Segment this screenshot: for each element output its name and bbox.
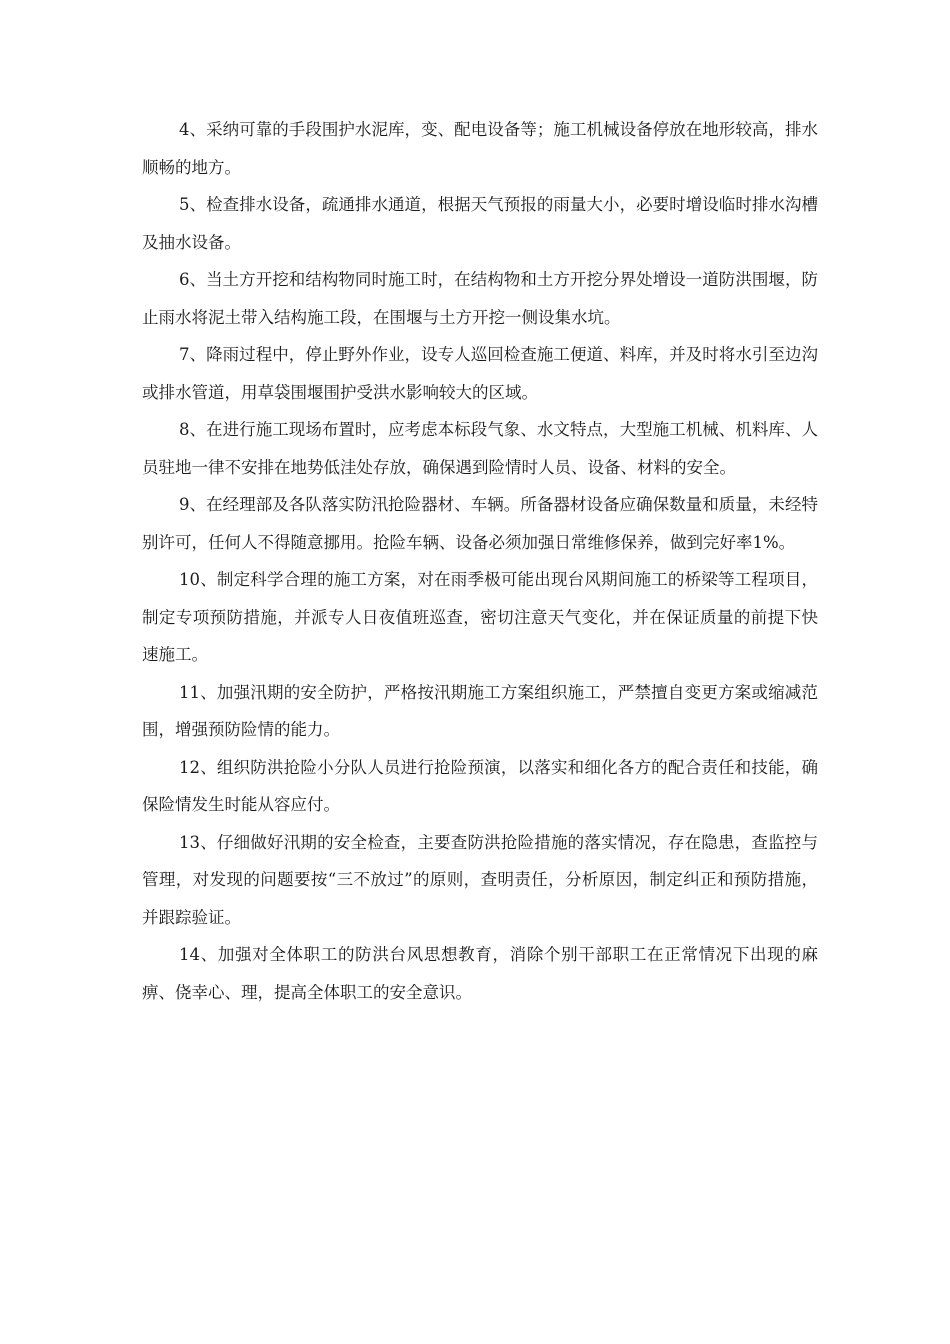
paragraph-item-12: 12、组织防洪抢险小分队人员进行抢险预演，以落实和细化各方的配合责任和技能，确保险情发生时能从容应付。	[142, 757, 818, 814]
paragraph-item-9: 9、在经理部及各队落实防汛抢险器材、车辆。所备器材设备应确保数量和质量，未经特别许可，任何人不得随意挪用。抢险车辆、设备必须加强日常维修保养，做到完好率1%。	[142, 495, 818, 552]
paragraph-item-14: 14、加强对全体职工的防洪台风思想教育，消除个别干部职工在正常情况下出现的麻痹、侥幸心、理，提高全体职工的安全意识。	[142, 945, 818, 1002]
paragraph-item-8: 8、在进行施工现场布置时，应考虑本标段气象、水文特点，大型施工机械、机料库、人员驻地一律不安排在地势低洼处存放，确保遇到险情时人员、设备、材料的安全。	[142, 420, 818, 477]
paragraph-item-10: 10、制定科学合理的施工方案，对在雨季极可能出现台风期间施工的桥梁等工程项目，制定专项预防措施，并派专人日夜值班巡查，密切注意天气变化，并在保证质量的前提下快速施工。	[142, 570, 818, 664]
paragraph-item-4: 4、采纳可靠的手段围护水泥库，变、配电设备等；施工机械设备停放在地形较高，排水顺畅的地方。	[142, 120, 818, 177]
paragraph-item-6: 6、当土方开挖和结构物同时施工时，在结构物和土方开挖分界处增设一道防洪围堰，防止雨水将泥土带入结构施工段，在围堰与土方开挖一侧设集水坑。	[142, 270, 818, 327]
document-body	[142, 111, 818, 1011]
paragraph-item-5: 5、检查排水设备，疏通排水通道，根据天气预报的雨量大小，必要时增设临时排水沟槽及抽水设备。	[142, 195, 818, 252]
paragraph-item-13: 13、仔细做好汛期的安全检查，主要查防洪抢险措施的落实情况，存在隐患，查监控与管理，对发现的问题要按“三不放过”的原则，查明责任，分析原因，制定纠正和预防措施，并跟踪验证。	[142, 832, 818, 927]
paragraph-item-11: 11、加强汛期的安全防护，严格按汛期施工方案组织施工，严禁擅自变更方案或缩减范围，增强预防险情的能力。	[142, 682, 818, 739]
paragraph-item-7: 7、降雨过程中，停止野外作业，设专人巡回检查施工便道、料库，并及时将水引至边沟或排水管道，用草袋围堰围护受洪水影响较大的区域。	[142, 345, 818, 402]
